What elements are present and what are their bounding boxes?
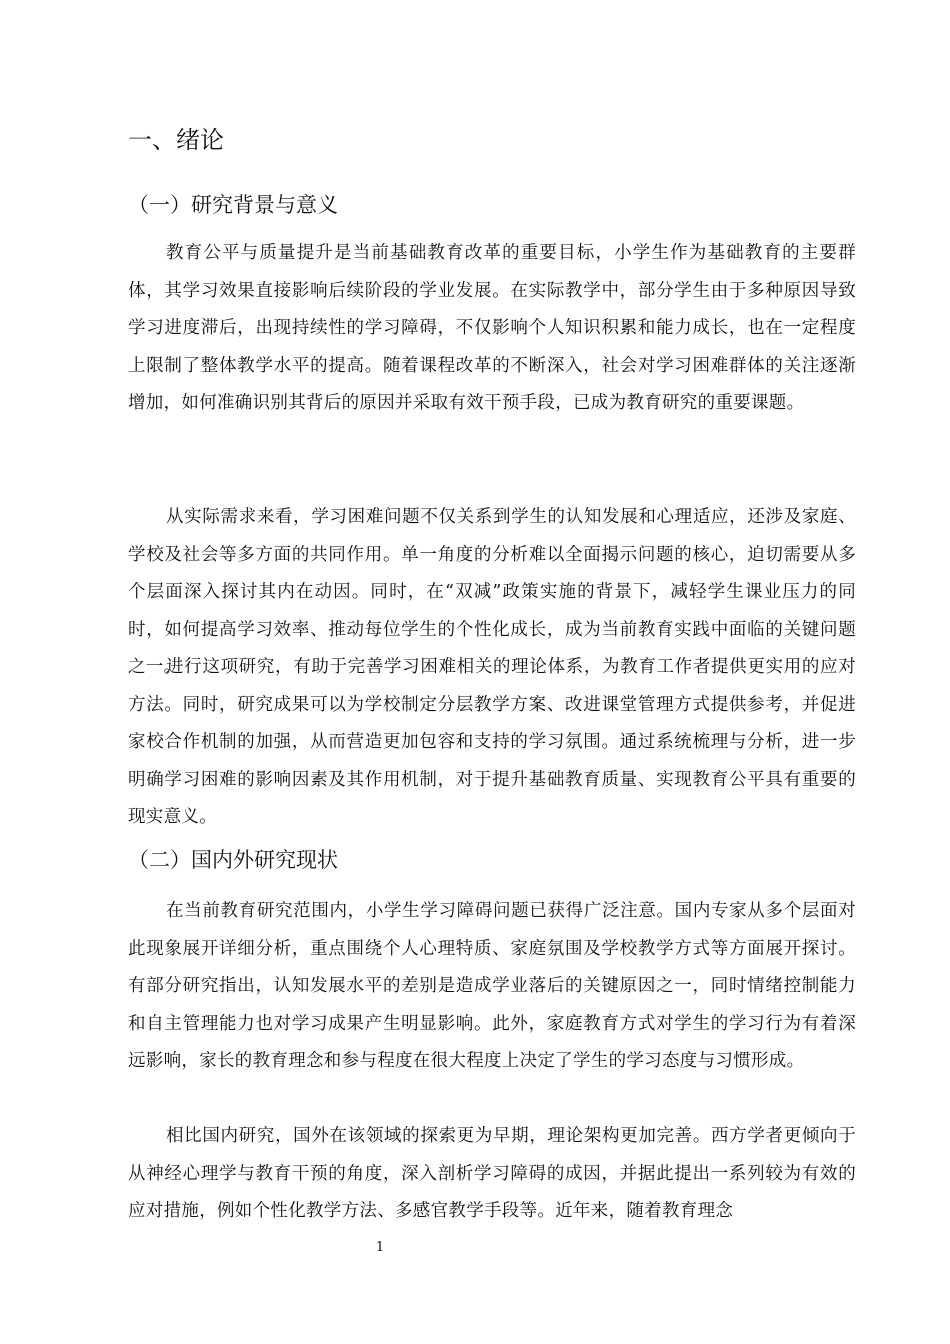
section-title-background: （一）研究背景与意义 <box>128 193 338 217</box>
page-number: 1 <box>375 1240 385 1255</box>
paragraph-background-1: 教育公平与质量提升是当前基础教育改革的重要目标，小学生作为基础教育的主要群体，其学习效果直接影响后续阶段的学业发展。在实际教学中，部分学生由于多种原因导致学习进度滞后，出现持续性的学习障碍，不仅影响个人知识积累和能力成长，也在一定程度上限制了整体教学水平的提高。随着课程改革的不断深入，社会对学习困难群体的关注逐渐增加，如何准确识别其背后的原因并采取有效干预手段，已成为教育研究的重要课题。 <box>128 243 856 413</box>
paragraph-background-3: 进行这项研究，有助于完善学习困难相关的理论体系，为教育工作者提供更实用的应对方法。同时，研究成果可以为学校制定分层教学方案、改进课堂管理方式提供参考，并促进家校合作机制的加强，从而营造更加包容和支持的学习氛围。通过系统梳理与分析，进一步明确学习困难的影响因素及其作用机制，对于提升基础教育质量、实现教育公平具有重要的现实意义。 <box>128 657 856 827</box>
paragraph-background-2: 从实际需求来看，学习困难问题不仅关系到学生的认知发展和心理适应，还涉及家庭、学校及社会等多方面的共同作用。单一角度的分析难以全面揭示问题的核心，迫切需要从多个层面深入探讨其内在动因。同时，在“双减”政策实施的背景下，减轻学生课业压力的同时，如何提高学习效率、推动每位学生的个性化成长，成为当前教育实践中面临的关键问题之一。 <box>128 507 856 677</box>
chapter-heading: 一、绪论 <box>128 126 224 154</box>
paragraph-status-2: 相比国内研究，国外在该领域的探索更为早期，理论架构更加完善。西方学者更倾向于从神经心理学与教育干预的角度，深入剖析学习障碍的成因，并据此提出一系列较为有效的应对措施，例如个性化教学方法、多感官教学手段等。近年来，随着教育理念 <box>128 1126 856 1221</box>
paragraph-status-1: 在当前教育研究范围内，小学生学习障碍问题已获得广泛注意。国内专家从多个层面对此现象展开详细分析，重点围绕个人心理特质、家庭氛围及学校教学方式等方面展开探讨。有部分研究指出，认知发展水平的差别是造成学业落后的关键原因之一，同时情绪控制能力和自主管理能力也对学习成果产生明显影响。此外，家庭教育方式对学生的学习行为有着深远影响，家长的教育理念和参与程度在很大程度上决定了学生的学习态度与习惯形成。 <box>128 901 856 1071</box>
section-title-research-status: （二）国内外研究现状 <box>128 848 338 872</box>
